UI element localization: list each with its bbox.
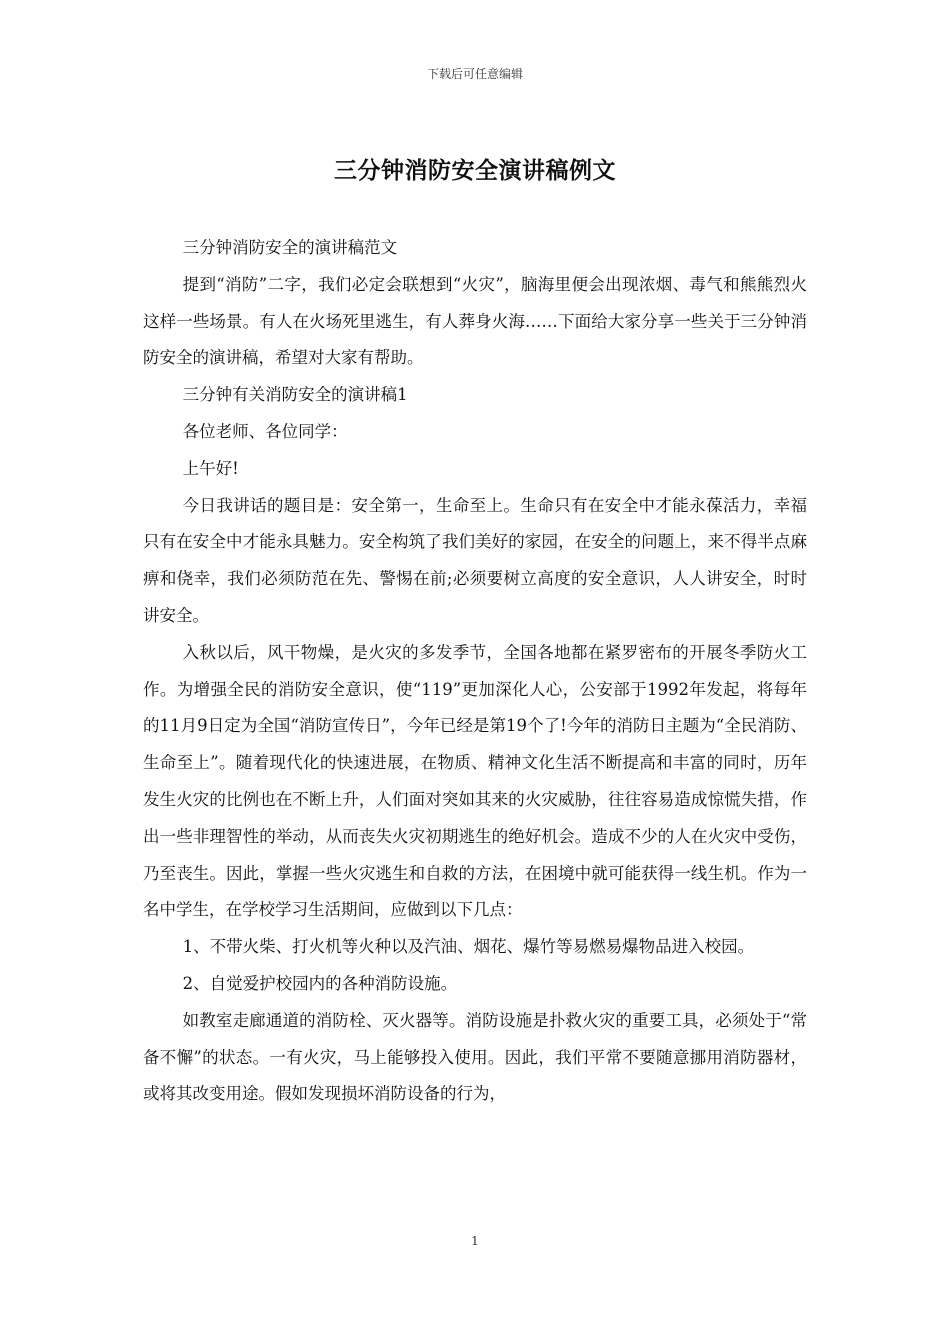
paragraph-intro: 提到“消防”二字，我们必定会联想到“火灾”，脑海里便会出现浓烟、毒气和熊熊烈火这样一些场景。有人在火场死里逃生，有人葬身火海……下面给大家分享一些关于三分钟消防安全的演讲稿，希望对大家有帮助。 xyxy=(143,274,807,368)
paragraph-point-2: 2、自觉爱护校园内的各种消防设施。 xyxy=(182,973,458,993)
paragraph-greeting: 上午好! xyxy=(182,458,239,478)
paragraph-point-1: 1、不带火柴、打火机等火种以及汽油、烟花、爆竹等易燃易爆物品进入校园。 xyxy=(182,937,755,957)
paragraph-topic: 今日我讲话的题目是：安全第一，生命至上。生命只有在安全中才能永葆活力，幸福只有在安全中才能永具魅力。安全构筑了我们美好的家园，在安全的问题上，来不得半点麻痹和侥幸，我们必须防范在先、警惕在前;必须要树立高度的安全意识，人人讲安全，时时讲安全。 xyxy=(143,495,807,625)
document-title: 三分钟消防安全演讲稿例文 xyxy=(334,157,616,184)
page-number: 1 xyxy=(471,1234,479,1248)
paragraph-facilities: 如教室走廊通道的消防栓、灭火器等。消防设施是扑救火灾的重要工具，必须处于“常备不懈”的状态。一有火灾，马上能够投入使用。因此，我们平常不要随意挪用消防器材，或将其改变用途。假如发现损坏消防设备的行为， xyxy=(143,1010,807,1104)
paragraph-autumn-fire: 入秋以后，风干物燥，是火灾的多发季节，全国各地都在紧罗密布的开展冬季防火工作。为增强全民的消防安全意识，使“119”更加深化人心，公安部于1992年发起，将每年的11月9日定为全国“消防宣传日”，今年已经是第19个了!今年的消防日主题为“全民消防、生命至上”。随着现代化的快速进展，在物质、精神文化生活不断提高和丰富的同时，历年发生火灾的比例也在不断上升，人们面对突如其来的火灾威胁，往往容易造成惊慌失措，作出一些非理智性的举动，从而丧失火灾初期逃生的绝好机会。造成不少的人在火灾中受伤，乃至丧生。因此，掌握一些火灾逃生和自救的方法，在困境中就可能获得一线生机。作为一名中学生，在学校学习生活期间，应做到以下几点： xyxy=(143,642,807,920)
paragraph-speech-heading: 三分钟有关消防安全的演讲稿1 xyxy=(182,385,408,405)
page-header-note: 下载后可任意编辑 xyxy=(426,67,523,81)
paragraph-salutation: 各位老师、各位同学： xyxy=(182,421,348,441)
paragraph-subtitle: 三分钟消防安全的演讲稿范文 xyxy=(182,238,398,257)
document-body xyxy=(143,230,807,1113)
